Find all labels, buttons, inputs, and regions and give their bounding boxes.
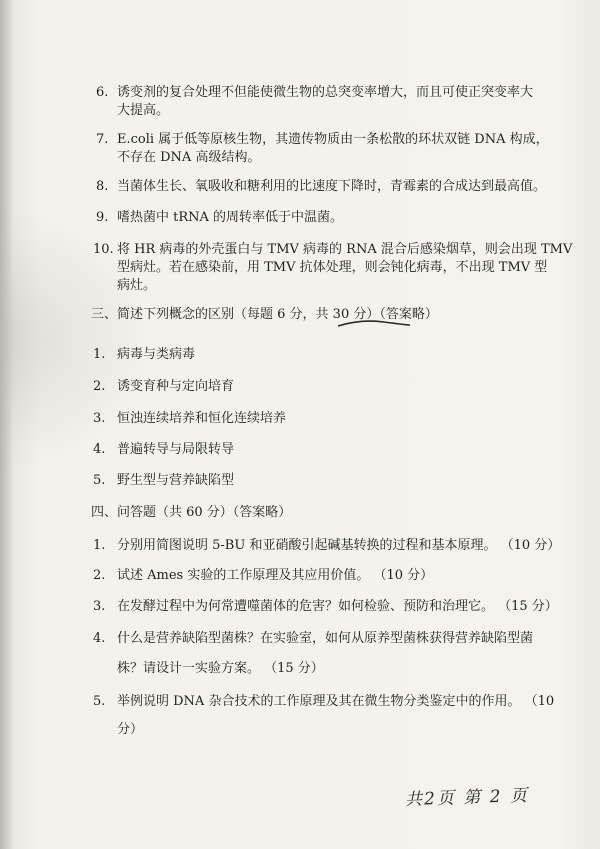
question-item: 在发酵过程中为何常遭噬菌体的危害？如何检验、预防和治理它。 （15 分） xyxy=(117,599,558,614)
item-text: 嗜热菌中 tRNA 的周转率低于中温菌。 xyxy=(117,210,344,225)
item-number: 3. xyxy=(93,599,106,614)
item-text: 当菌体生长、氧吸收和糖利用的比速度下降时，青霉素的合成达到最高值。 xyxy=(117,179,547,194)
handwritten-underline xyxy=(336,316,412,332)
section-4-heading: 四、问答题（共 60 分）（答案略） xyxy=(91,505,292,520)
item-number: 6. xyxy=(96,85,109,100)
question-item: 试述 Ames 实验的工作原理及其应用价值。 （10 分） xyxy=(117,568,434,583)
question-item: 什么是营养缺陷型菌株？在实验室，如何从原养型菌株获得营养缺陷型菌 xyxy=(117,631,534,646)
question-item: 分） xyxy=(117,722,144,737)
concept-item: 野生型与营养缺陷型 xyxy=(117,473,235,488)
item-number: 10. xyxy=(93,242,114,257)
item-text: 不存在 DNA 高级结构。 xyxy=(117,150,261,165)
item-number: 1. xyxy=(93,538,106,553)
item-text: 型病灶。若在感染前，用 TMV 抗体处理，则会钝化病毒，不出现 TMV 型 xyxy=(117,260,548,275)
item-number: 9. xyxy=(96,210,109,225)
question-item: 举例说明 DNA 杂合技术的工作原理及其在微生物分类鉴定中的作用。 （10 xyxy=(117,694,555,709)
item-text: E.coli 属于低等原核生物，其遗传物质由一条松散的环状双链 DNA 构成， xyxy=(117,132,549,147)
concept-item: 普遍转导与局限转导 xyxy=(117,442,235,457)
question-item: 分别用简图说明 5-BU 和亚硝酸引起碱基转换的过程和基本原理。 （10 分） xyxy=(117,538,561,553)
item-number: 8. xyxy=(96,179,109,194)
concept-item: 诱变育种与定向培育 xyxy=(117,379,235,394)
item-number: 3. xyxy=(93,411,106,426)
item-number: 2. xyxy=(93,568,106,583)
handwritten-page-note: 共2页 第 2 页 xyxy=(404,785,530,811)
item-text: 病灶。 xyxy=(117,278,157,293)
item-text: 将 HR 病毒的外壳蛋白与 TMV 病毒的 RNA 混合后感染烟草，则会出现 TMV xyxy=(117,242,573,257)
item-number: 4. xyxy=(93,631,106,646)
item-number: 7. xyxy=(96,132,109,147)
item-text: 诱变剂的复合处理不但能使微生物的总突变率增大，而且可使正突变率大 xyxy=(117,85,534,100)
concept-item: 病毒与类病毒 xyxy=(117,347,196,362)
item-text: 大提高。 xyxy=(117,103,170,118)
item-number: 5. xyxy=(93,694,106,709)
item-number: 1. xyxy=(93,347,106,362)
page-edge-shadow xyxy=(0,0,14,849)
item-number: 4. xyxy=(93,442,106,457)
item-number: 2. xyxy=(93,379,106,394)
question-item: 株？请设计一实验方案。 （15 分） xyxy=(117,661,324,676)
item-number: 5. xyxy=(93,473,106,488)
section-3-heading: 三、简述下列概念的区别（每题 6 分，共 30 分）（答案略） xyxy=(91,307,438,322)
concept-item: 恒浊连续培养和恒化连续培养 xyxy=(117,411,287,426)
